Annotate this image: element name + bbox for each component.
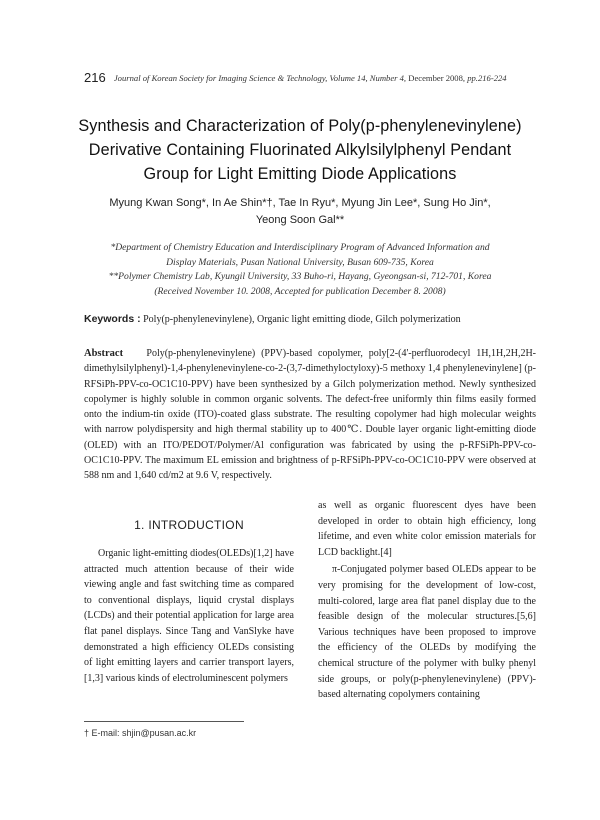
intro-paragraph-2: π-Conjugated polymer based OLEDs appear to be very promising for the development of low-cost, multi-colored, large area flat panel display due to the feasible design of the molecular structures.[5,6] Various techniques have been proposed to improve the efficiency of the OLEDs by modifying the chemical structure of the polymer with bulky phenyl side groups, or poly(p-phenylenevinylene) (PPV)-based alternating copolymers containing <box>318 564 536 701</box>
received-dates: (Received November 10. 2008, Accepted for publication December 8. 2008) <box>154 285 446 297</box>
abstract-text: Poly(p-phenylenevinylene) (PPV)-based copolymer, poly[2-(4'-perfluorodecyl 1H,1H,2H,2H-dimethylsilylphenyl)-1,4-phenylenevinylene-co-2-(3,7-dimethyloctyloxy)-5 methoxy 1,4 phenylenevinylene] (p-RFSiPh-PPV-co-OC1C10-PPV) have been synthesized by a Gilch polymerization method. Newly synthesized copolymer is highly soluble in common organic solvents. The defect-free uniformly thin films easily formed onto the indium-tin oxide (ITO)-coated glass substrate. The resulting copolymer had high molecular weights with narrow polydispersity and high thermal stability up to 400℃. Double layer organic light-emitting diode (OLED) with an ITO/PEDOT/Polymer/Al configuration was fabricated by using the p-RFSiPh-PPV-co-OC1C10-PPV. The maximum EL emission and brightness of p-RFSiPh-PPV-co-OC1C10-PPV were observed at 588 nm and 1,640 cd/m2 at 9.6 V, respectively. <box>84 348 536 482</box>
affiliation-line-2: Display Materials, Pusan National University, Busan 609-735, Korea <box>166 256 434 268</box>
intro-paragraph-1: Organic light-emitting diodes(OLEDs)[1,2] have attracted much attention because of their wide viewing angle and fast switching time as compared to conventional displays, liquid crystal displays (LCDs) and their potential application for large area flat panel displays. Since Tang and VanSlyke have demonstrated a high efficiency OLEDs consisting of light emitting layers and carrier transport layers,[1,3] various kinds of electroluminescent polymers <box>84 548 294 684</box>
page-range: pp.216-224 <box>467 73 507 83</box>
section-heading: 1. INTRODUCTION <box>134 518 244 532</box>
keywords <box>84 313 534 325</box>
journal-name: Journal of Korean Society for Imaging Science & Technology, Volume 14, Number 4, <box>113 73 407 83</box>
title-line-2: Derivative Containing Fluorinated Alkylsilylphenyl Pendant <box>88 141 512 159</box>
footnote-rule <box>84 721 244 722</box>
abstract <box>84 346 536 484</box>
abstract-label: Abstract <box>84 348 124 359</box>
footnote: † E-mail: shjin@pusan.ac.kr <box>84 728 197 738</box>
author-list <box>60 195 540 229</box>
affiliation-line-1: *Department of Chemistry Education and Interdisciplinary Program of Advanced Information and <box>110 242 490 253</box>
page-number: 216 <box>84 70 106 85</box>
keywords-label: Keywords : <box>84 313 141 325</box>
intro-paragraph-1-continued: as well as organic fluorescent dyes have been developed in order to obtain high efficiency, long lifetime, and even white color emission materials for LCD backlight.[4] <box>318 500 536 558</box>
authors-line-1: Myung Kwan Song*, In Ae Shin*†, Tae In Ryu*, Myung Jin Lee*, Sung Ho Jin*, <box>109 197 491 209</box>
affiliations <box>60 241 540 299</box>
left-column <box>84 512 294 686</box>
affiliation-line-3: **Polymer Chemistry Lab, Kyungil University, 33 Buho-ri, Hayang, Gyeongsan-si, 712-701, Korea <box>108 271 492 282</box>
keywords-text: Poly(p-phenylenevinylene), Organic light emitting diode, Gilch polymerization <box>143 314 461 325</box>
right-column <box>318 498 536 703</box>
running-head <box>84 70 534 85</box>
title-line-1: Synthesis and Characterization of Poly(p-phenylenevinylene) <box>78 117 522 135</box>
paper-title <box>60 114 540 186</box>
authors-line-2: Yeong Soon Gal** <box>255 214 345 226</box>
issue-date: December 2008, <box>408 73 466 83</box>
title-line-3: Group for Light Emitting Diode Applications <box>143 165 457 183</box>
